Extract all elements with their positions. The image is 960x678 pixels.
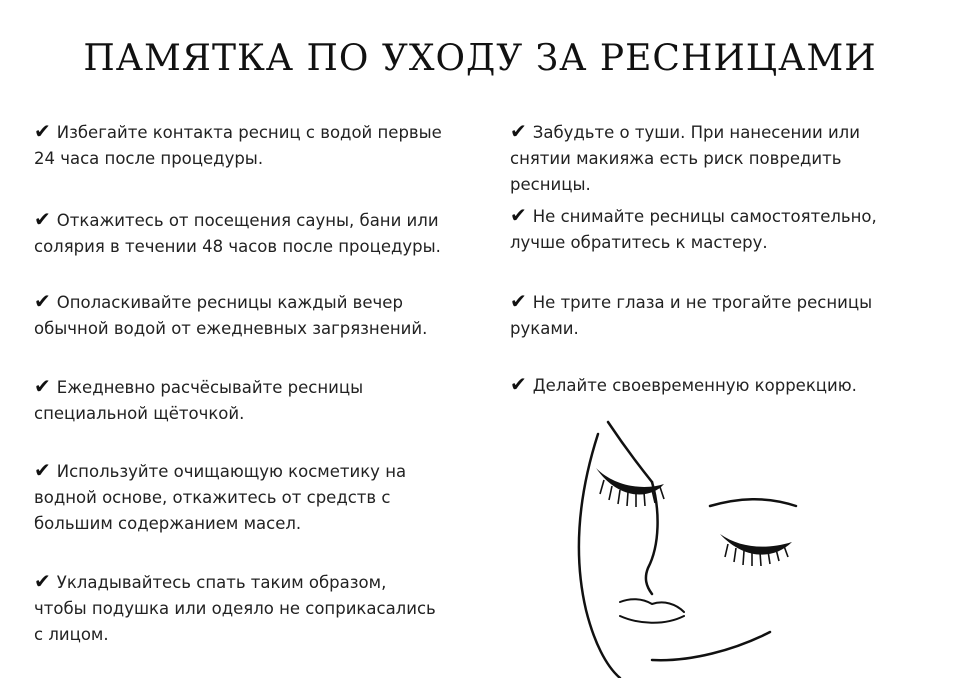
tip-line: руками. [510,319,579,338]
tip-line: Делайте своевременную коррекцию. [532,376,857,395]
tip-item [510,202,930,256]
tip-item [34,568,474,648]
tip-item [34,118,474,172]
face-outline [579,434,620,678]
right-brow [710,499,796,506]
tip-line: большим содержанием масел. [34,514,302,533]
jaw-contour [652,632,770,660]
lower-lip [620,616,684,623]
tip-item [34,206,474,260]
tip-line: чтобы подушка или одеяло не соприкасались [34,599,436,618]
tip-line: с лицом. [34,625,109,644]
checkmark-icon: ✔ [510,119,527,143]
tip-line: ресницы. [510,175,591,194]
tip-line: Не трите глаза и не трогайте ресницы [532,293,873,312]
page-title: ПАМЯТКА ПО УХОДУ ЗА РЕСНИЦАМИ [83,38,877,79]
checkmark-icon: ✔ [510,372,527,396]
tip-line: снятии макияжа есть риск повредить [510,149,842,168]
left-eye-icon [596,468,664,495]
brow-contour [608,422,652,482]
tip-line: солярия в течении 48 часов после процедуры. [34,237,441,256]
tip-line: Ополаскивайте ресницы каждый вечер [56,293,403,312]
right-eye-icon [720,534,792,555]
tip-item [510,118,930,198]
tip-line: 24 часа после процедуры. [34,149,264,168]
tip-line: водной основе, откажитесь от средств с [34,488,391,507]
tip-line: Избегайте контакта ресниц с водой первые [56,123,442,142]
tip-line: Используйте очищающую косметику на [56,462,407,481]
tip-line: Забудьте о туши. При нанесении или [532,123,860,142]
tip-line: Укладывайтесь спать таким образом, [56,573,387,592]
tip-item [34,457,474,537]
upper-lip [620,599,684,612]
checkmark-icon: ✔ [510,203,527,227]
tip-item [510,371,930,399]
closed-eyes [596,468,792,566]
checkmark-icon: ✔ [34,289,51,313]
checkmark-icon: ✔ [34,374,51,398]
tip-line: лучше обратитесь к мастеру. [510,233,768,252]
face-illustration [560,410,820,678]
tip-line: Откажитесь от посещения сауны, бани или [56,211,439,230]
tip-line: Не снимайте ресницы самостоятельно, [532,207,877,226]
tip-item [34,288,474,342]
tip-item [34,373,474,427]
checkmark-icon: ✔ [510,289,527,313]
checkmark-icon: ✔ [34,119,51,143]
tip-line: обычной водой от ежедневных загрязнений. [34,319,428,338]
tip-line: специальной щёточкой. [34,404,245,423]
checkmark-icon: ✔ [34,569,51,593]
tip-item [510,288,930,342]
tip-line: Ежедневно расчёсывайте ресницы [56,378,364,397]
nose-contour [646,482,658,594]
checkmark-icon: ✔ [34,207,51,231]
checkmark-icon: ✔ [34,458,51,482]
